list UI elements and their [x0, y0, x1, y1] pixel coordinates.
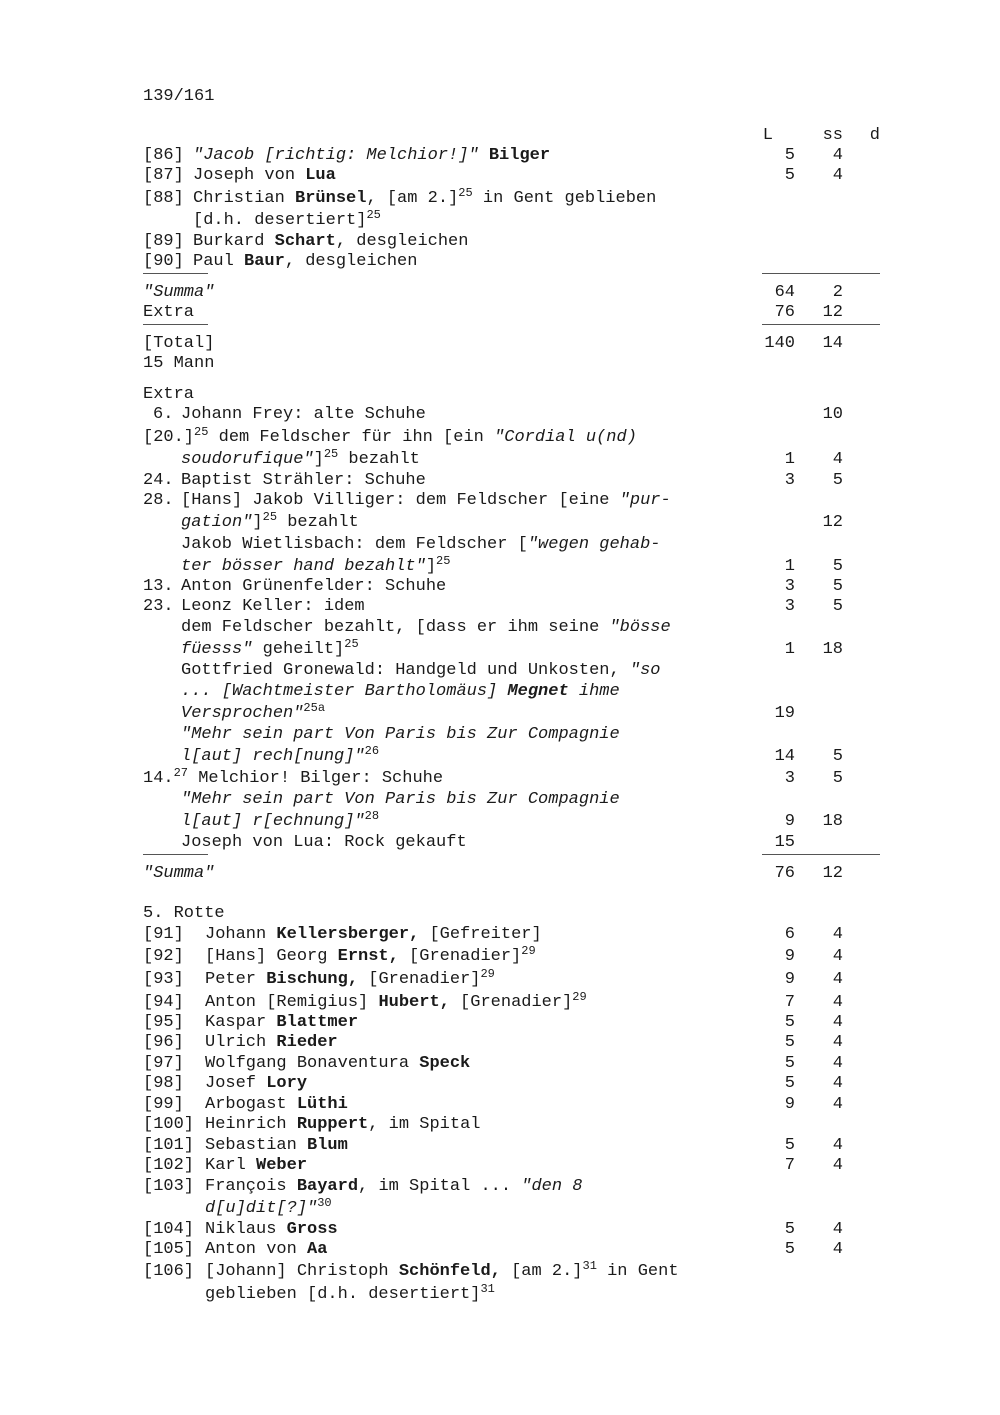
- value-l: 5: [784, 1054, 795, 1073]
- entry-surname: Gross: [286, 1220, 338, 1239]
- extra-item: [0, 535, 1000, 555]
- value-ss: 4: [832, 970, 843, 989]
- value-ss: 5: [832, 557, 843, 576]
- item-text: dem Feldscher für ihn [ein: [208, 428, 495, 447]
- value-ss: 10: [822, 405, 843, 424]
- item-quote: "so: [629, 661, 661, 680]
- entry-89: [0, 232, 1000, 252]
- value-l: 9: [784, 1095, 795, 1114]
- item-quote: soudorufique": [181, 450, 314, 469]
- entry-text: Burkard: [193, 232, 275, 251]
- value-ss: 5: [832, 577, 843, 596]
- value-l: 3: [784, 471, 795, 490]
- value-l: 5: [784, 1033, 795, 1052]
- entry-text: François: [205, 1177, 297, 1196]
- roster-row: [0, 1156, 1000, 1176]
- entry-text: [Grenadier]: [358, 970, 481, 989]
- entry-surname: Bilger: [488, 146, 551, 165]
- item-text: Leonz Keller: idem: [181, 597, 365, 616]
- entry-text: Paul: [193, 252, 245, 271]
- entry-quote: "Jacob [richtig: Melchior!]": [193, 146, 489, 165]
- item-text: [20.]: [143, 428, 195, 447]
- page-number: 139/161: [143, 87, 215, 106]
- item-text: ]: [425, 557, 437, 576]
- entry-90: [0, 252, 1000, 272]
- entry-surname: Lory: [266, 1074, 308, 1093]
- value-l: 5: [784, 1074, 795, 1093]
- item-quote: "Mehr sein part Von Paris bis Zur Compagnie: [181, 725, 620, 744]
- extra-item-cont: [0, 701, 1000, 724]
- value-ss: 4: [832, 1136, 843, 1155]
- roster-row: [0, 944, 1000, 967]
- section-heading: Extra: [143, 385, 195, 404]
- entry-88: [0, 186, 1000, 209]
- item-number: 6.: [153, 405, 174, 424]
- entry-text: [Hans] Georg: [205, 947, 338, 966]
- extra-item: [0, 597, 1000, 617]
- entry-text: Kaspar: [205, 1013, 277, 1032]
- extra-item: [0, 577, 1000, 597]
- roster-row: [0, 925, 1000, 945]
- entry-surname: Bischung,: [266, 970, 359, 989]
- entry-surname: Hubert,: [378, 993, 450, 1012]
- extra-item: [0, 766, 1000, 789]
- roster-row: [0, 1013, 1000, 1033]
- roster-row: [0, 1074, 1000, 1094]
- entry-text: Niklaus: [205, 1220, 287, 1239]
- value-ss: 12: [822, 864, 843, 883]
- extra-item: [0, 725, 1000, 745]
- extra-item: [0, 405, 1000, 425]
- summa-line: [0, 283, 1000, 303]
- roster-row: [0, 1177, 1000, 1197]
- header-l: L: [762, 126, 773, 145]
- item-quote: "wegen gehab-: [527, 535, 661, 554]
- item-text: Johann Frey: alte Schuhe: [181, 405, 426, 424]
- item-number: 24.: [143, 471, 174, 490]
- value-ss: 4: [832, 1156, 843, 1175]
- entry-surname: Rieder: [276, 1033, 338, 1052]
- entry-surname: Ruppert: [296, 1115, 369, 1134]
- footnote-ref: 29: [480, 967, 495, 981]
- item-text: bezahlt: [338, 450, 420, 469]
- entry-number: [92]: [143, 947, 184, 966]
- footnote-ref: 31: [480, 1282, 495, 1296]
- value-ss: 4: [832, 1220, 843, 1239]
- entry-number: [93]: [143, 970, 184, 989]
- entry-quote: d[u]dit[?]": [205, 1199, 318, 1218]
- roster-row: [0, 1220, 1000, 1240]
- item-text: Baptist Strähler: Schuhe: [181, 471, 426, 490]
- extra-item-cont: [0, 637, 1000, 660]
- value-ss: 5: [832, 769, 843, 788]
- footnote-ref: 29: [521, 944, 536, 958]
- header-d: d: [869, 126, 880, 145]
- entry-text: Josef: [205, 1074, 267, 1093]
- item-quote: "pur-: [619, 491, 671, 510]
- entry-text: , im Spital: [368, 1115, 481, 1134]
- value-ss: 12: [822, 513, 843, 532]
- entry-surname: Blattmer: [276, 1013, 359, 1032]
- value-ss: 5: [832, 471, 843, 490]
- footnote-ref: 25: [344, 637, 359, 651]
- footnote-ref: 25: [366, 208, 381, 222]
- entry-text: Ulrich: [205, 1033, 277, 1052]
- value-ss: 18: [822, 812, 843, 831]
- entry-surname: Blum: [307, 1136, 348, 1155]
- value-ss: 18: [822, 640, 843, 659]
- entry-quote: "den 8: [521, 1177, 583, 1196]
- roster-row: [0, 967, 1000, 990]
- item-quote: "Cordial u(nd): [494, 428, 637, 447]
- entry-number: [105]: [143, 1240, 195, 1259]
- entry-text: , desgleichen: [284, 252, 418, 271]
- item-text: Gottfried Gronewald: Handgeld und Unkosten,: [181, 661, 630, 680]
- entry-text: , [am 2.]: [366, 189, 459, 208]
- roster-row: [0, 1054, 1000, 1074]
- roster-row: [0, 1259, 1000, 1282]
- entry-text: [Grenadier]: [449, 993, 573, 1012]
- value-l: 7: [784, 1156, 795, 1175]
- entry-number: [101]: [143, 1136, 195, 1155]
- entry-text: [Gefreiter]: [419, 925, 542, 944]
- entry-text: Christian: [193, 189, 296, 208]
- value-l: 3: [784, 597, 795, 616]
- entry-text: [Grenadier]: [398, 947, 522, 966]
- extra-label: Extra: [143, 303, 195, 322]
- entry-text: [am 2.]: [500, 1262, 583, 1281]
- footnote-ref: 25: [194, 425, 209, 439]
- entry-text: Joseph von: [193, 166, 306, 185]
- footnote-ref: 25: [323, 447, 339, 461]
- value-l: 140: [764, 334, 795, 353]
- value-l: 1: [784, 557, 795, 576]
- value-ss: 12: [822, 303, 843, 322]
- value-l: 76: [774, 864, 795, 883]
- entry-number: [94]: [143, 993, 184, 1012]
- entry-text: , im Spital ...: [358, 1177, 522, 1196]
- footnote-ref: 25: [436, 554, 451, 568]
- value-ss: 5: [832, 747, 843, 766]
- item-number: 14.: [143, 769, 174, 788]
- entry-surname: Bayard: [296, 1177, 359, 1196]
- entry-number: [87]: [143, 166, 184, 185]
- item-text: ]: [313, 450, 324, 469]
- extra-item: [0, 661, 1000, 681]
- entry-number: [106]: [143, 1262, 195, 1281]
- roster-row: [0, 990, 1000, 1013]
- item-number: 13.: [143, 577, 174, 596]
- item-quote: "Mehr sein part Von Paris bis Zur Compagnie: [181, 790, 620, 809]
- value-l: 76: [774, 303, 795, 322]
- item-text: Jakob Wietlisbach: dem Feldscher [: [181, 535, 528, 554]
- extra-item: [0, 425, 1000, 448]
- value-ss: 4: [832, 1095, 843, 1114]
- mann-count: 15 Mann: [143, 354, 215, 373]
- entry-text: Arbogast: [205, 1095, 297, 1114]
- footnote-ref: 25: [458, 186, 473, 200]
- value-l: 14: [774, 747, 795, 766]
- item-text: bezahlt: [277, 513, 359, 532]
- value-ss: 4: [832, 1054, 843, 1073]
- value-l: 64: [774, 283, 795, 302]
- value-l: 5: [784, 1220, 795, 1239]
- extra-item: [0, 471, 1000, 491]
- item-number: 23.: [143, 597, 174, 616]
- rule-left: [143, 324, 208, 325]
- entry-number: [100]: [143, 1115, 195, 1134]
- value-ss: 4: [832, 1074, 843, 1093]
- value-ss: 4: [832, 450, 843, 469]
- entry-surname: Aa: [307, 1240, 328, 1259]
- value-l: 5: [784, 166, 795, 185]
- item-number: 28.: [143, 491, 174, 510]
- entry-surname: Speck: [419, 1054, 471, 1073]
- item-text: geheilt]: [252, 640, 345, 659]
- entry-87: [0, 166, 1000, 186]
- entry-surname: Kellersberger,: [276, 925, 420, 944]
- value-l: 3: [784, 577, 795, 596]
- entry-text: in Gent: [596, 1262, 679, 1281]
- summa-label: "Summa": [143, 864, 215, 883]
- entry-text: Anton von: [205, 1240, 308, 1259]
- entry-text: Heinrich: [205, 1115, 297, 1134]
- value-l: 5: [784, 146, 795, 165]
- entry-text: geblieben [d.h. desertiert]: [205, 1285, 481, 1304]
- total-line: [0, 334, 1000, 354]
- entry-number: [96]: [143, 1033, 184, 1052]
- item-text: Joseph von Lua: Rock gekauft: [181, 833, 467, 852]
- extra-item-cont: [0, 682, 1000, 702]
- extra-item: [0, 833, 1000, 853]
- entry-surname: Baur: [244, 252, 285, 271]
- mann-line: [0, 354, 1000, 374]
- summa-label: "Summa": [143, 283, 215, 302]
- item-quote: ihme: [568, 682, 620, 701]
- value-ss: 4: [832, 993, 843, 1012]
- header-ss: ss: [822, 126, 843, 145]
- entry-86: [0, 146, 1000, 166]
- value-ss: 4: [832, 166, 843, 185]
- extra-item-cont: [0, 809, 1000, 832]
- item-quote: füesss": [181, 640, 253, 659]
- value-l: 6: [784, 925, 795, 944]
- roster-row-cont: [0, 1282, 1000, 1305]
- roster-row: [0, 1136, 1000, 1156]
- value-l: 1: [784, 450, 795, 469]
- roster-row-cont: [0, 1196, 1000, 1219]
- extra-item-cont: [0, 510, 1000, 533]
- extra-item: [0, 491, 1000, 511]
- value-ss: 4: [832, 146, 843, 165]
- entry-surname: Ernst,: [337, 947, 399, 966]
- entry-number: [88]: [143, 189, 184, 208]
- value-l: 5: [784, 1240, 795, 1259]
- item-text: Melchior! Bilger: Schuhe: [188, 769, 444, 788]
- item-quote: "bösse: [609, 618, 671, 637]
- rotte-heading: [0, 904, 1000, 924]
- entry-surname: Schart: [274, 232, 336, 251]
- footnote-ref: 26: [364, 744, 380, 758]
- footnote-ref: 27: [173, 766, 189, 780]
- entry-number: [97]: [143, 1054, 184, 1073]
- extra-item-cont: [0, 554, 1000, 577]
- item-quote: l[aut] r[echnung]": [181, 812, 365, 831]
- item-quote: ter bösser hand bezahlt": [181, 557, 426, 576]
- total-label: [Total]: [143, 334, 215, 353]
- entry-text: Sebastian: [205, 1136, 308, 1155]
- item-text: Anton Grünenfelder: Schuhe: [181, 577, 447, 596]
- item-text: [Hans] Jakob Villiger: dem Feldscher [eine: [181, 491, 620, 510]
- entry-text: Karl: [205, 1156, 257, 1175]
- extra-item: [0, 618, 1000, 638]
- item-text: ]: [252, 513, 263, 532]
- item-text: dem Feldscher bezahlt, [dass er ihm seine: [181, 618, 610, 637]
- entry-number: [102]: [143, 1156, 195, 1175]
- entry-surname: Lua: [305, 166, 336, 185]
- entry-surname: Brünsel: [295, 189, 367, 208]
- entry-88-cont: [0, 208, 1000, 231]
- roster-row: [0, 1115, 1000, 1135]
- roster-row: [0, 1240, 1000, 1260]
- entry-number: [103]: [143, 1177, 195, 1196]
- value-l: 9: [784, 970, 795, 989]
- item-quote: ... [Wachtmeister Bartholomäus]: [181, 682, 508, 701]
- value-ss: 4: [832, 925, 843, 944]
- footnote-ref: 28: [364, 809, 380, 823]
- value-l: 7: [784, 993, 795, 1012]
- item-quote: l[aut] rech[nung]": [181, 747, 365, 766]
- entry-number: [90]: [143, 252, 184, 271]
- entry-text: [Johann] Christoph: [205, 1262, 399, 1281]
- footnote-ref: 31: [582, 1259, 597, 1273]
- value-l: 9: [784, 947, 795, 966]
- rule-right: [762, 324, 880, 325]
- roster-row: [0, 1033, 1000, 1053]
- extra-heading: [0, 385, 1000, 405]
- value-ss: 4: [832, 1033, 843, 1052]
- entry-number: [89]: [143, 232, 184, 251]
- value-ss: 4: [832, 1240, 843, 1259]
- page-number-line: [0, 87, 1000, 107]
- rule-right: [762, 273, 880, 274]
- entry-text: Johann: [205, 925, 277, 944]
- entry-text: Peter: [205, 970, 267, 989]
- entry-surname: Lüthi: [296, 1095, 348, 1114]
- rule-left: [143, 854, 208, 855]
- item-quote: Versprochen": [181, 704, 304, 723]
- extra-item: [0, 790, 1000, 810]
- column-headers: [0, 126, 1000, 146]
- entry-number: [91]: [143, 925, 184, 944]
- value-ss: 2: [832, 283, 843, 302]
- rule-left: [143, 273, 208, 274]
- footnote-ref: 25: [262, 510, 278, 524]
- roster-row: [0, 1095, 1000, 1115]
- value-l: 19: [774, 704, 795, 723]
- value-ss: 4: [832, 947, 843, 966]
- entry-text: in Gent geblieben: [472, 189, 657, 208]
- rule-right: [762, 854, 880, 855]
- entry-surname: Schönfeld,: [398, 1262, 501, 1281]
- entry-text: Anton [Remigius]: [205, 993, 379, 1012]
- footnote-ref: 30: [317, 1196, 332, 1210]
- entry-text: , desgleichen: [335, 232, 469, 251]
- value-l: 9: [784, 812, 795, 831]
- summa-line: [0, 864, 1000, 884]
- item-quote: gation": [181, 513, 253, 532]
- entry-surname: Weber: [256, 1156, 308, 1175]
- entry-text: Wolfgang Bonaventura: [205, 1054, 420, 1073]
- footnote-ref: 25a: [303, 701, 326, 715]
- extra-line: [0, 303, 1000, 323]
- value-l: 5: [784, 1013, 795, 1032]
- entry-number: [104]: [143, 1220, 195, 1239]
- value-l: 5: [784, 1136, 795, 1155]
- entry-number: [98]: [143, 1074, 184, 1093]
- value-ss: 5: [832, 597, 843, 616]
- value-l: 3: [784, 769, 795, 788]
- section-heading: 5. Rotte: [143, 904, 225, 923]
- extra-item-cont: [0, 744, 1000, 767]
- item-surname: Megnet: [507, 682, 569, 701]
- entry-text: [d.h. desertiert]: [193, 211, 367, 230]
- value-l: 1: [784, 640, 795, 659]
- extra-item-cont: [0, 447, 1000, 470]
- entry-number: [95]: [143, 1013, 184, 1032]
- entry-number: [99]: [143, 1095, 184, 1114]
- value-ss: 4: [832, 1013, 843, 1032]
- value-l: 15: [774, 833, 795, 852]
- footnote-ref: 29: [572, 990, 587, 1004]
- entry-number: [86]: [143, 146, 184, 165]
- value-ss: 14: [822, 334, 843, 353]
